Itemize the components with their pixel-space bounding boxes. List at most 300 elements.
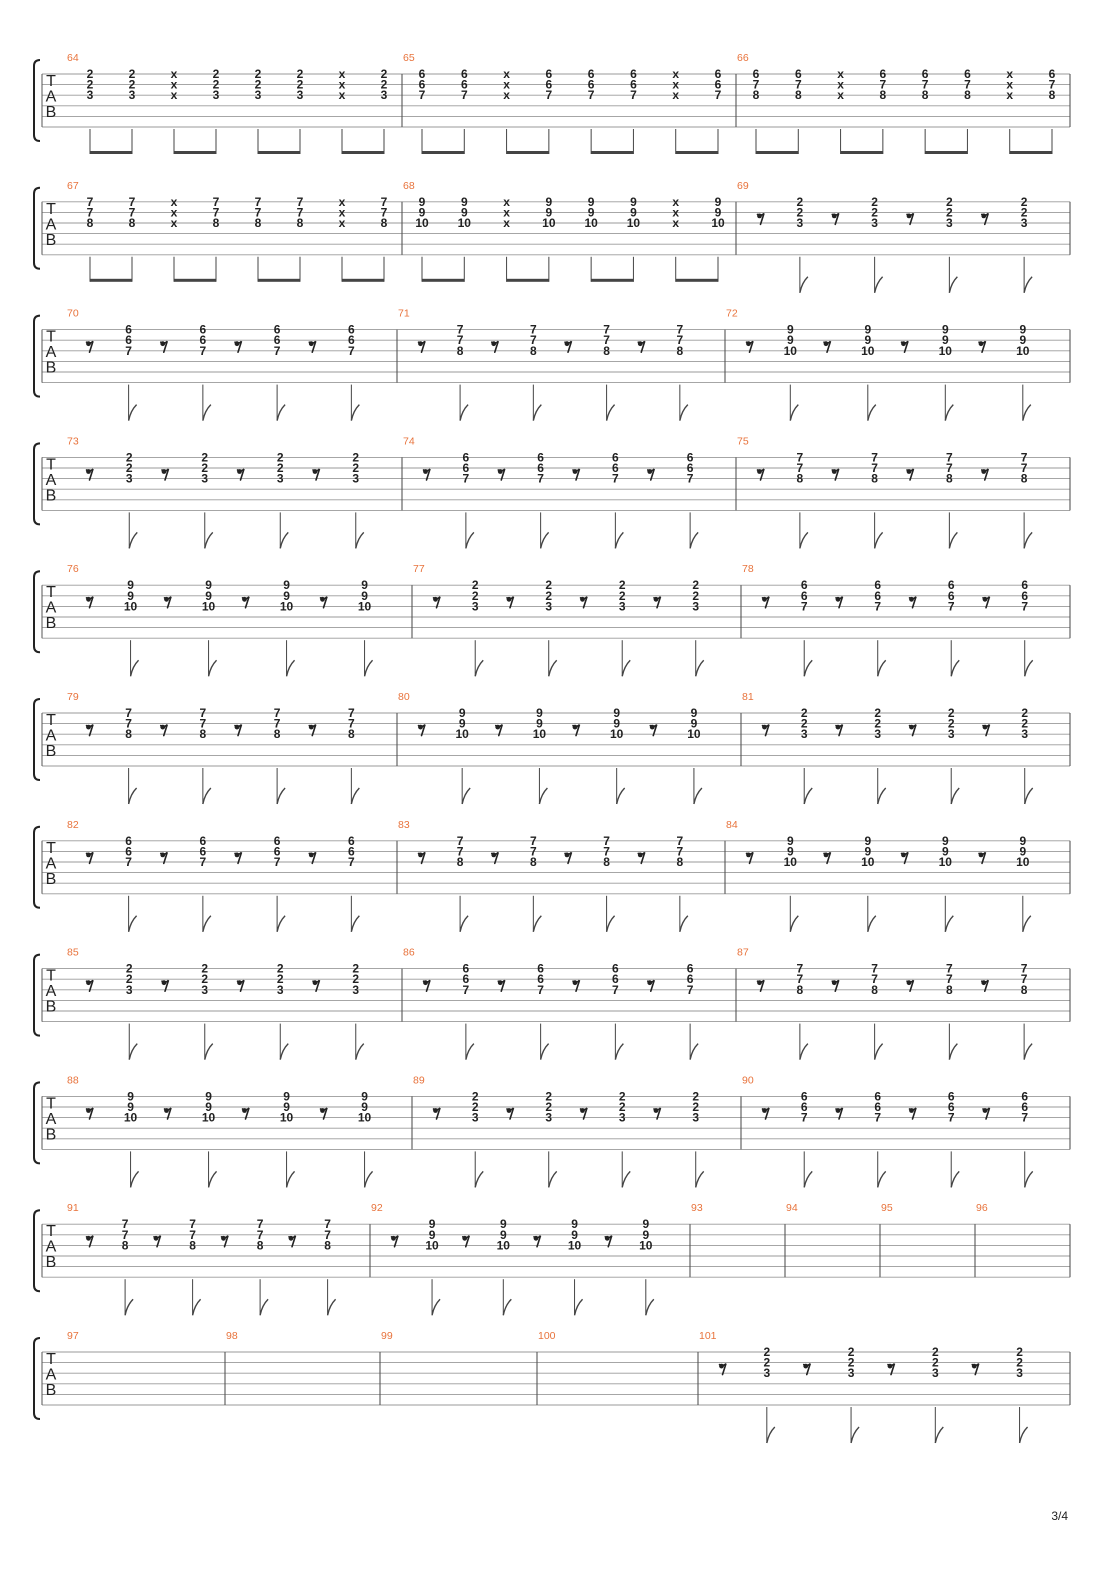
fret-number: 9 [786, 333, 794, 348]
system-bracket [34, 188, 40, 269]
fret-number: 9 [630, 205, 637, 220]
fret-number: 7 [324, 1217, 331, 1232]
eighth-flag [466, 1044, 474, 1060]
system-bracket [34, 1338, 40, 1419]
fret-number: 10 [542, 216, 556, 230]
fret-number: 8 [121, 1238, 129, 1253]
fret-number: 6 [686, 461, 694, 475]
fret-number: 9 [361, 588, 368, 603]
eighth-flag [541, 1044, 549, 1060]
measure-number: 83 [398, 818, 410, 831]
tab-clef-letter: T [46, 200, 56, 218]
fret-number: 6 [879, 67, 887, 81]
fret-number: 2 [847, 1345, 855, 1359]
fret-number: 9 [499, 1227, 507, 1242]
eighth-flag [193, 1299, 201, 1315]
fret-number: 3 [874, 727, 882, 742]
measure [67, 691, 359, 804]
measure [67, 1202, 336, 1315]
eighth-flag [1023, 916, 1031, 932]
measure-number: 78 [742, 563, 754, 576]
tab-clef-letter: A [45, 1110, 57, 1128]
measure-number: 71 [398, 307, 410, 320]
fret-number: x [503, 77, 510, 92]
fret-number: 9 [941, 844, 949, 859]
tab-clef-letter: A [45, 88, 57, 106]
fret-number: 7 [296, 205, 304, 220]
fret-number: x [1006, 88, 1014, 103]
eighth-flag [129, 405, 137, 421]
fret-number: 7 [273, 706, 281, 720]
fret-number: 7 [796, 972, 804, 987]
fret-number: 7 [273, 716, 281, 731]
fret-number: 8 [199, 727, 207, 742]
fret-number: 8 [1048, 88, 1056, 103]
fret-number: 2 [125, 961, 133, 976]
fret-number: 2 [296, 67, 304, 81]
eighth-beam [507, 151, 549, 154]
fret-number: 9 [283, 1089, 290, 1104]
fret-number: 10 [279, 1110, 294, 1125]
fret-number: x [338, 216, 346, 230]
fret-number: 9 [690, 706, 698, 720]
eighth-flag [696, 1171, 704, 1187]
fret-number: 8 [529, 855, 537, 869]
fret-number: 2 [128, 77, 136, 92]
eighth-flag [549, 660, 557, 676]
fret-number: 7 [456, 333, 464, 348]
measure-number: 87 [737, 946, 749, 959]
system-bracket [34, 316, 40, 397]
eighth-flag [129, 532, 137, 548]
fret-number: 8 [296, 216, 304, 230]
fret-number: x [338, 77, 346, 92]
fret-number: 9 [460, 205, 468, 220]
fret-number: 6 [794, 67, 802, 81]
fret-number: 10 [639, 1238, 653, 1253]
tab-clef-letter: T [46, 967, 56, 985]
eighth-flag [804, 788, 812, 804]
fret-number: 7 [676, 844, 684, 859]
fret-number: 3 [380, 88, 388, 103]
eighth-flag [277, 405, 285, 421]
fret-number: 9 [283, 588, 290, 603]
fret-number: x [338, 88, 346, 103]
fret-number: 9 [864, 844, 872, 859]
eighth-flag [475, 660, 483, 676]
fret-number: 6 [947, 1100, 955, 1114]
fret-number: 6 [537, 450, 544, 465]
tab-clef-letter: B [45, 359, 57, 377]
fret-number: 7 [128, 194, 136, 209]
eighth-flag [209, 1171, 217, 1187]
measure-number: 67 [67, 179, 79, 192]
measure [699, 1330, 1028, 1443]
fret-number: 2 [545, 578, 553, 593]
fret-number: 7 [871, 972, 878, 987]
fret-number: 2 [874, 706, 882, 720]
fret-number: 2 [946, 205, 953, 220]
measure-number: 101 [699, 1330, 717, 1342]
measure-number: 66 [737, 52, 749, 64]
fret-number: 8 [456, 855, 464, 869]
eighth-flag [875, 277, 883, 293]
measure-number: 85 [67, 946, 79, 959]
fret-number: 6 [800, 1089, 808, 1104]
tab-clef-letter: T [46, 456, 56, 474]
measure [371, 1202, 654, 1315]
fret-number: 8 [128, 216, 136, 230]
measure [726, 819, 1031, 932]
fret-number: 7 [456, 833, 464, 848]
fret-number: 3 [800, 727, 808, 742]
measure [742, 1074, 1033, 1187]
eighth-flag [462, 788, 470, 804]
fret-number: x [503, 88, 510, 103]
measure [726, 308, 1031, 421]
eighth-flag [767, 1427, 775, 1443]
fret-number: 10 [584, 216, 598, 230]
fret-number: 6 [630, 67, 637, 81]
fret-number: 7 [676, 833, 684, 848]
fret-number: 8 [921, 88, 929, 103]
fret-number: 7 [418, 88, 426, 103]
eighth-flag [878, 1171, 886, 1187]
fret-number: 9 [642, 1227, 650, 1242]
fret-number: 6 [460, 77, 468, 92]
fret-number: 7 [125, 855, 132, 869]
fret-number: 7 [256, 1217, 264, 1232]
fret-number: 6 [462, 961, 470, 976]
fret-number: 7 [348, 855, 355, 869]
fret-number: 8 [456, 343, 464, 358]
fret-number: 7 [380, 205, 388, 220]
fret-number: 9 [127, 1100, 134, 1114]
eighth-flag [280, 532, 288, 548]
measure [398, 691, 702, 804]
fret-number: 9 [545, 205, 553, 220]
fret-number: 6 [752, 67, 760, 81]
fret-number: 7 [796, 450, 804, 465]
fret-number: 7 [199, 343, 207, 358]
measure-number: 88 [67, 1074, 79, 1087]
fret-number: 6 [686, 450, 694, 465]
fret-number: 9 [428, 1217, 436, 1232]
fret-number: 7 [529, 322, 537, 337]
eighth-flag [694, 788, 702, 804]
fret-number: 3 [871, 216, 878, 230]
fret-number: x [503, 205, 510, 220]
fret-number: 7 [871, 450, 878, 465]
fret-number: 8 [879, 88, 887, 103]
fret-number: 10 [609, 727, 624, 742]
fret-number: 7 [800, 1110, 808, 1125]
fret-number: 2 [1020, 194, 1028, 209]
fret-number: 7 [254, 205, 262, 220]
fret-number: 3 [692, 599, 700, 614]
fret-number: 2 [471, 1089, 479, 1104]
fret-number: 7 [1020, 972, 1028, 987]
measure-number: 86 [403, 946, 415, 959]
fret-number: 10 [783, 343, 797, 358]
measure-number: 79 [67, 691, 79, 703]
fret-number: 6 [947, 1089, 955, 1104]
fret-number: 2 [1016, 1355, 1023, 1370]
measure-number: 82 [67, 818, 79, 831]
fret-number: 3 [125, 982, 133, 997]
fret-number: 8 [796, 982, 804, 997]
fret-number: 7 [529, 844, 537, 859]
fret-number: 7 [1020, 450, 1028, 465]
eighth-flag [878, 788, 886, 804]
system-bracket [34, 1210, 40, 1291]
fret-number: 6 [800, 588, 808, 603]
fret-number: 6 [537, 972, 544, 987]
eighth-beam [258, 279, 300, 282]
eighth-flag [209, 660, 217, 676]
eighth-flag [466, 532, 474, 548]
fret-number: 7 [603, 322, 610, 337]
fret-number: 6 [199, 333, 207, 348]
fret-number: 8 [529, 343, 537, 358]
fret-number: 6 [612, 450, 619, 465]
fret-number: 3 [947, 727, 955, 742]
fret-number: 3 [763, 1366, 771, 1381]
fret-number: x [170, 216, 178, 230]
tab-system [34, 180, 1070, 293]
fret-number: 2 [946, 194, 953, 209]
eighth-beam [676, 279, 718, 282]
eighth-beam [258, 151, 300, 154]
measure [398, 308, 688, 421]
fret-number: 3 [125, 471, 133, 486]
fret-number: 6 [587, 67, 595, 81]
measure [737, 180, 1032, 293]
eighth-beam [591, 151, 633, 154]
tab-clef-letter: T [46, 73, 56, 90]
fret-number: 2 [380, 67, 388, 81]
fret-number: x [338, 205, 346, 220]
fret-number: 6 [125, 333, 132, 348]
fret-number: 10 [123, 1110, 138, 1125]
fret-number: 7 [946, 461, 953, 475]
fret-number: 6 [1021, 1089, 1029, 1104]
fret-number: 9 [786, 844, 794, 859]
fret-number: 7 [796, 961, 804, 976]
fret-number: 7 [125, 706, 132, 720]
fret-number: 9 [630, 194, 637, 209]
eighth-beam [591, 279, 633, 282]
eighth-flag [804, 660, 812, 676]
fret-number: 2 [276, 961, 284, 976]
fret-number: 2 [471, 1100, 479, 1114]
fret-number: 8 [189, 1238, 196, 1253]
measure [691, 1202, 703, 1214]
fret-number: 6 [800, 578, 808, 593]
fret-number: 8 [212, 216, 220, 230]
fret-number: 3 [1021, 727, 1029, 742]
measure [67, 1074, 373, 1187]
fret-number: 7 [796, 461, 804, 475]
eighth-flag [868, 405, 876, 421]
eighth-flag [800, 1044, 808, 1060]
fret-number: x [503, 216, 510, 230]
fret-number: 9 [458, 706, 466, 720]
fret-number: 3 [201, 982, 209, 997]
fret-number: 6 [199, 844, 207, 859]
eighth-flag [277, 916, 285, 932]
fret-number: x [672, 77, 680, 92]
fret-number: 2 [201, 461, 209, 475]
fret-number: x [672, 88, 680, 103]
eighth-flag [129, 1044, 137, 1060]
measure-number: 100 [538, 1330, 556, 1342]
fret-number: 3 [254, 88, 262, 103]
eighth-flag [351, 916, 359, 932]
measure [67, 180, 388, 282]
fret-number: 2 [276, 450, 284, 465]
eighth-flag [533, 405, 541, 421]
eighth-beam [90, 151, 132, 154]
eighth-flag [945, 916, 953, 932]
fret-number: 6 [874, 1100, 882, 1114]
measure-number: 95 [881, 1202, 893, 1215]
eighth-flag [203, 916, 211, 932]
eighth-flag [622, 1171, 630, 1187]
fret-number: 10 [1016, 855, 1030, 869]
fret-number: 7 [874, 599, 882, 614]
fret-number: 3 [276, 471, 284, 486]
page-number: 3/4 [1051, 1509, 1068, 1523]
fret-number: 2 [874, 716, 882, 731]
fret-number: 2 [471, 578, 479, 593]
fret-number: 8 [603, 343, 610, 358]
tab-clef-letter: T [46, 1351, 56, 1368]
measure [737, 52, 1056, 154]
tab-clef-letter: A [45, 1238, 57, 1256]
fret-number: 6 [612, 972, 619, 987]
fret-number: x [672, 216, 680, 230]
fret-number: 7 [456, 322, 464, 337]
eighth-beam [507, 279, 549, 282]
fret-number: 8 [796, 471, 804, 486]
fret-number: x [1006, 77, 1014, 92]
tab-clef-letter: B [45, 231, 57, 249]
measure-number: 64 [67, 52, 79, 64]
tab-clef-letter: A [45, 983, 57, 1001]
fret-number: 7 [125, 343, 132, 358]
fret-number: 7 [587, 88, 595, 103]
measure [403, 947, 698, 1060]
fret-number: 3 [128, 88, 136, 103]
tab-system [34, 435, 1070, 548]
eighth-flag [878, 660, 886, 676]
eighth-flag [1025, 660, 1033, 676]
tab-system [34, 52, 1070, 154]
eighth-flag [615, 532, 623, 548]
eighth-flag [131, 660, 139, 676]
eighth-beam [342, 279, 384, 282]
fret-number: 3 [545, 1110, 553, 1125]
eighth-flag [351, 788, 359, 804]
measure [67, 52, 388, 154]
fret-number: 10 [861, 855, 875, 869]
fret-number: 3 [618, 1110, 626, 1125]
fret-number: 7 [879, 77, 887, 92]
fret-number: 7 [545, 88, 553, 103]
measure-number: 84 [726, 818, 738, 831]
fret-number: 7 [529, 833, 537, 848]
fret-number: 2 [276, 461, 284, 475]
fret-number: 10 [415, 216, 429, 230]
eighth-flag [129, 788, 137, 804]
fret-number: 6 [462, 450, 470, 465]
measure [398, 819, 688, 932]
fret-number: 6 [273, 322, 281, 337]
tab-clef-letter: B [45, 615, 57, 633]
fret-number: 10 [861, 343, 875, 358]
fret-number: 9 [205, 1089, 212, 1104]
measure [976, 1202, 988, 1214]
tab-clef-letter: A [45, 216, 57, 234]
measure [67, 563, 373, 676]
fret-number: 7 [714, 88, 722, 103]
fret-number: 2 [276, 972, 284, 987]
fret-number: 7 [456, 844, 464, 859]
fret-number: x [170, 67, 178, 81]
fret-number: 2 [128, 67, 136, 81]
fret-number: 9 [545, 194, 553, 209]
eighth-beam [676, 151, 718, 154]
measure [403, 52, 722, 154]
fret-number: 8 [946, 982, 953, 997]
fret-number: 2 [692, 578, 700, 593]
fret-number: 10 [279, 599, 294, 614]
fret-number: 7 [380, 194, 388, 209]
eighth-flag [617, 788, 625, 804]
fret-number: 6 [462, 461, 470, 475]
fret-number: 2 [692, 1089, 700, 1104]
fret-number: 10 [1016, 343, 1030, 358]
fret-number: x [503, 194, 510, 209]
measure-number: 65 [403, 52, 415, 64]
system-bracket [34, 443, 40, 524]
fret-number: 7 [212, 205, 220, 220]
fret-number: 8 [324, 1238, 331, 1253]
eighth-flag [680, 405, 688, 421]
eighth-flag [951, 660, 959, 676]
fret-number: 6 [800, 1100, 808, 1114]
fret-number: 9 [428, 1227, 436, 1242]
fret-number: 2 [125, 450, 133, 465]
fret-number: 10 [687, 727, 701, 742]
fret-number: 2 [800, 706, 808, 720]
tab-system [34, 947, 1070, 1060]
fret-number: 2 [618, 1100, 626, 1114]
fret-number: 7 [212, 194, 220, 209]
fret-number: 7 [529, 333, 537, 348]
fret-number: 2 [352, 972, 360, 987]
fret-number: x [170, 88, 178, 103]
fret-number: 3 [618, 599, 626, 614]
fret-number: 2 [796, 205, 804, 220]
fret-number: 7 [800, 599, 808, 614]
measure-number: 73 [67, 435, 79, 448]
fret-number: 2 [1021, 716, 1029, 731]
eighth-flag [690, 1044, 698, 1060]
eighth-flag [460, 916, 468, 932]
fret-number: 7 [1020, 461, 1028, 475]
